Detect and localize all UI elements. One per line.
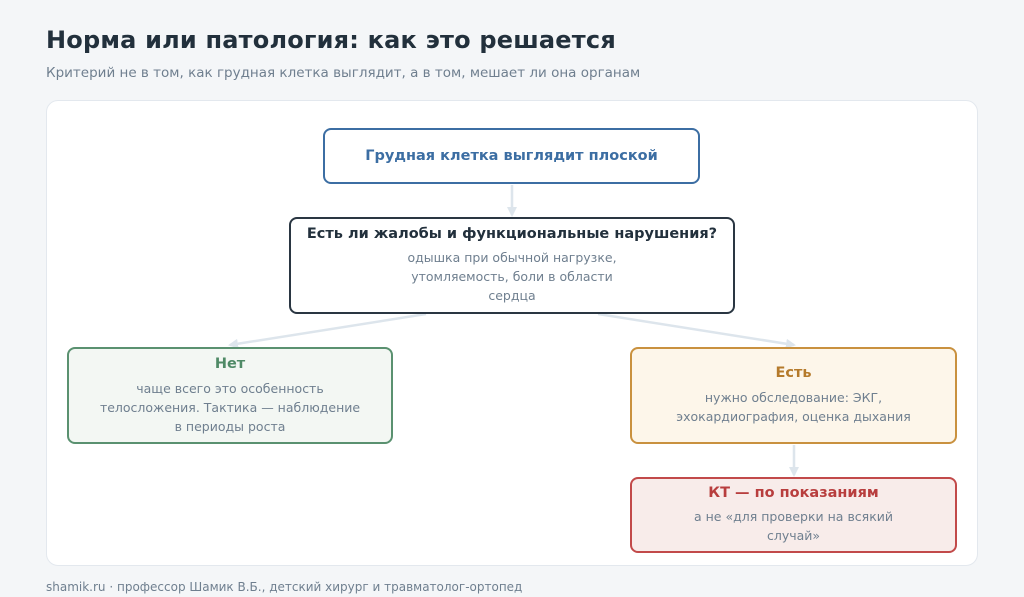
desc-line: в периоды роста bbox=[174, 418, 286, 434]
node-question-title: Есть ли жалобы и функциональные нарушения? bbox=[306, 226, 718, 242]
page-subtitle: Критерий не в том, как грудная клетка выглядит, а в том, мешает ли она органам bbox=[46, 65, 641, 81]
node-start-title: Грудная клетка выглядит плоской bbox=[365, 148, 658, 164]
node-no-title: Нет bbox=[214, 355, 246, 372]
node-no bbox=[67, 347, 393, 444]
node-ct bbox=[630, 477, 957, 553]
desc-line: а не «для проверки на всякий bbox=[694, 509, 893, 524]
desc-line: нужно обследование: ЭКГ, bbox=[704, 390, 883, 405]
node-no-desc bbox=[100, 379, 360, 436]
page-title: Норма или патология: как это решается bbox=[46, 26, 616, 54]
desc-line: сердца bbox=[488, 288, 536, 303]
node-question bbox=[289, 217, 735, 314]
node-yes bbox=[630, 347, 957, 444]
node-question-desc bbox=[407, 248, 616, 305]
desc-line: одышка при обычной нагрузке, bbox=[407, 250, 617, 265]
desc-line: случай» bbox=[766, 528, 821, 543]
footer-credit: shamik.ru · профессор Шамик В.Б., детский хирург и травматолог-ортопед bbox=[46, 580, 523, 594]
desc-line: эхокардиография, оценка дыхания bbox=[676, 409, 911, 424]
desc-line: утомляемость, боли в области bbox=[411, 269, 613, 284]
node-yes-desc bbox=[676, 388, 911, 426]
node-yes-title: Есть bbox=[775, 365, 812, 381]
node-start bbox=[323, 128, 700, 184]
desc-line: телосложения. Тактика — наблюдение bbox=[99, 399, 361, 415]
node-ct-desc bbox=[694, 507, 893, 545]
desc-line: чаще всего это особенность bbox=[136, 380, 324, 396]
node-ct-title: КТ — по показаниям bbox=[708, 485, 879, 501]
